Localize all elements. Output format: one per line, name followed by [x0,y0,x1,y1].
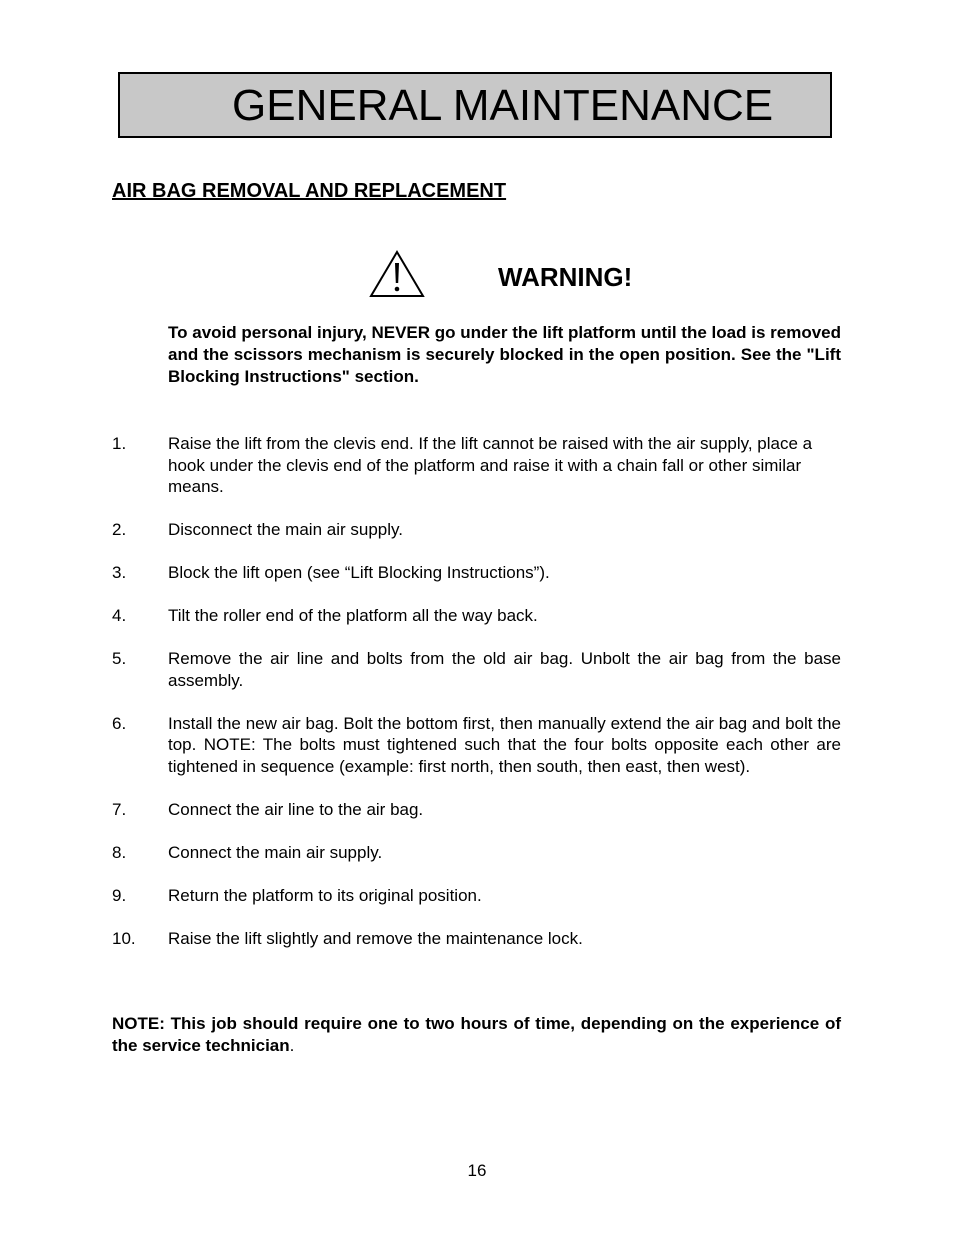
step-number: 1. [112,434,127,453]
step-text: Raise the lift from the clevis end. If the lift cannot be raised with the air supply, place a hook under the clevis end of the platform and raise it with a chain fall or other similar means. [168,434,813,496]
note-paragraph [112,1013,841,1057]
step-number: 5. [112,649,127,668]
step-item [112,842,841,864]
step-number: 10. [112,928,136,948]
step-number: 4. [112,606,127,625]
title-box [118,72,832,138]
page-number: 16 [467,1161,487,1180]
step-item [112,519,841,541]
note-period: . [289,1036,295,1055]
warning-title: WARNING! [498,262,633,292]
step-text: Raise the lift slightly and remove the maintenance lock. [168,928,583,948]
step-number: 7. [112,799,127,819]
step-text: Disconnect the main air supply. [168,520,403,539]
note-text: NOTE: This job should require one to two hours of time, depending on the experience of the service technician [112,1014,841,1055]
step-item [112,713,841,778]
step-item [112,605,841,627]
step-item [112,928,841,950]
step-text: Connect the air line to the air bag. [168,799,424,819]
step-item [112,885,841,907]
warning-text: To avoid personal injury, NEVER go under the lift platform until the load is removed and the scissors mechanism is securely blocked in the open position. See the "Lift Blocking Instructions" section. [168,323,841,386]
step-number: 9. [112,885,127,905]
section-heading: AIR BAG REMOVAL AND REPLACEMENT [112,180,507,202]
step-text: Block the lift open (see “Lift Blocking Instructions”). [168,563,550,582]
step-text: Remove the air line and bolts from the old air bag. Unbolt the air bag from the base assembly. [168,649,841,690]
step-number: 6. [112,713,127,733]
step-number: 3. [112,563,127,582]
step-text: Tilt the roller end of the platform all the way back. [168,606,538,625]
step-text: Connect the main air supply. [168,842,383,862]
step-text: Return the platform to its original position. [168,885,482,905]
warning-triangle-icon [368,249,426,299]
step-item [112,799,841,821]
step-number: 8. [112,842,127,862]
steps-list [112,433,841,971]
step-text: Install the new air bag. Bolt the bottom first, then manually extend the air bag and bolt the top. NOTE: The bolts must tightened such that the four bolts opposite each other are tightened in sequence (example: first north, then south, then east, then west). [168,713,841,776]
step-number: 2. [112,520,127,539]
page-title: GENERAL MAINTENANCE [232,81,774,130]
step-item [112,562,841,584]
step-item [112,433,841,498]
step-item [112,648,841,691]
